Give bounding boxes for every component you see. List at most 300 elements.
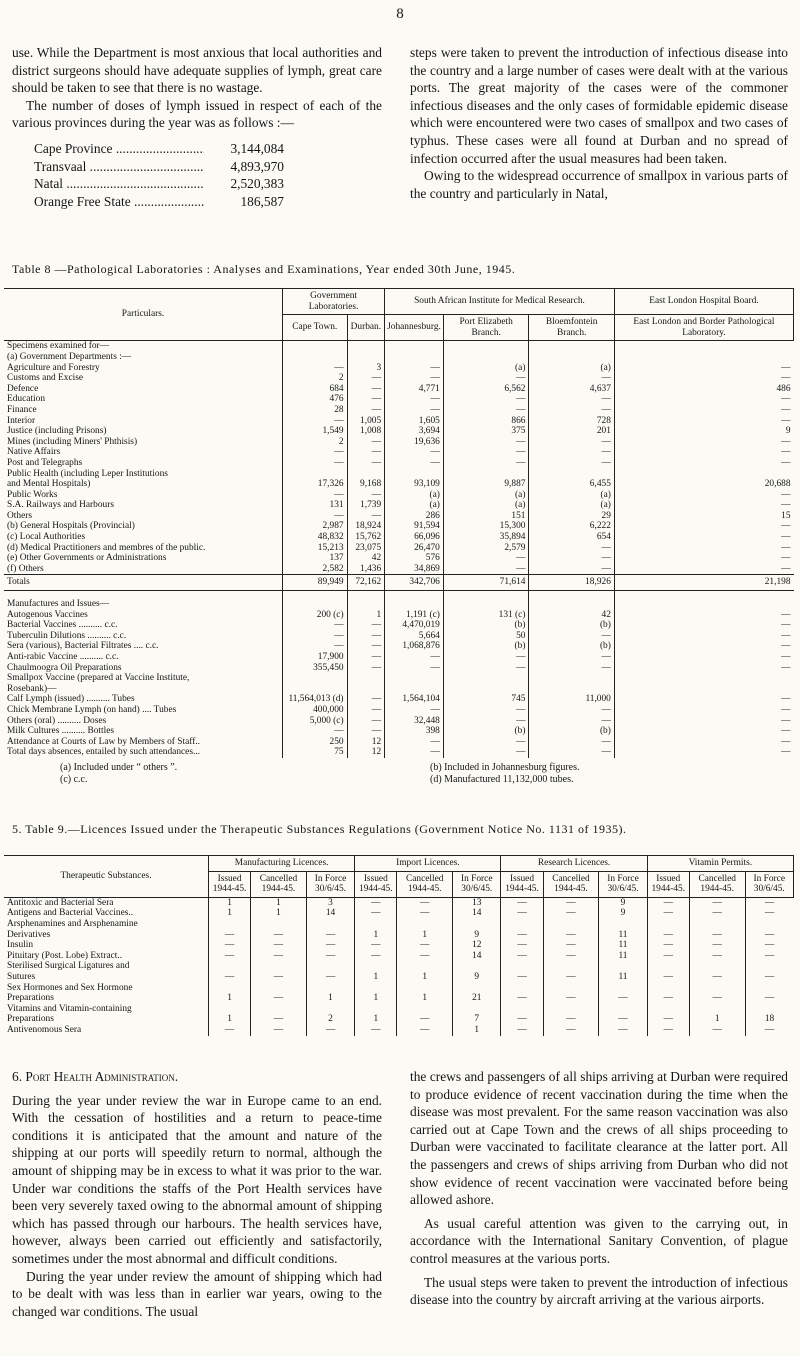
cell: 2,582 xyxy=(283,564,348,575)
cell xyxy=(355,919,397,930)
cell: 18,924 xyxy=(347,521,385,532)
row-label: Education xyxy=(7,394,46,405)
cell: 15 xyxy=(614,511,793,522)
cell: (a) xyxy=(529,363,614,374)
table-row xyxy=(4,394,794,405)
province-value: 3,144,084 xyxy=(230,140,284,156)
cell xyxy=(385,352,444,363)
cell: — xyxy=(251,1014,307,1025)
cell: — xyxy=(443,373,529,384)
cell: 20,688 xyxy=(614,479,793,490)
cell: — xyxy=(397,940,453,951)
cell xyxy=(251,919,307,930)
table-row xyxy=(4,993,794,1004)
cell: — xyxy=(283,511,348,522)
cell xyxy=(443,673,529,684)
cell: (a) xyxy=(443,490,529,501)
cell: — xyxy=(529,652,614,663)
cell: — xyxy=(306,940,354,951)
row-label: Agriculture and Forestry xyxy=(7,362,100,373)
table-row xyxy=(4,705,794,716)
cell: 2 xyxy=(283,437,348,448)
cell: — xyxy=(306,1025,354,1036)
cell: 2 xyxy=(283,373,348,384)
cell: — xyxy=(443,652,529,663)
col-group: Vitamin Permits. xyxy=(647,856,793,872)
cell: — xyxy=(614,532,793,543)
cell: — xyxy=(251,972,307,983)
cell: 654 xyxy=(529,532,614,543)
cell: (b) xyxy=(443,726,529,737)
cell: — xyxy=(209,1025,251,1036)
cell: — xyxy=(614,663,793,674)
province-row xyxy=(34,158,284,176)
cell: — xyxy=(283,631,348,642)
cell: 1 xyxy=(347,610,385,621)
cell: — xyxy=(614,553,793,564)
cell xyxy=(347,673,385,684)
row-label: Tuberculin Dilutions .......... c.c. xyxy=(7,630,127,641)
cell: 1 xyxy=(306,993,354,1004)
row-label: Preparations xyxy=(7,993,54,1004)
right-column-bottom xyxy=(410,1068,788,1309)
cell xyxy=(283,352,348,363)
cell xyxy=(501,1004,543,1015)
note: (c) c.c. xyxy=(60,774,88,785)
cell: — xyxy=(283,458,348,469)
row-label: (c) Local Authorities xyxy=(7,532,86,543)
cell xyxy=(251,983,307,994)
paragraph: During the year under review the war in Europe came to an end. With the cessation of hostilities and a return to peace-time conditions it is anticipated that the amount and nature of the shipping at our ports will speedily return to normal, although the amount of shipping may be in excess to what it was prior to the war. Under war conditions the staffs of the Port Health services have been very severely taxed owing to the abnormal amount of shipping which has passed through our harbours. The health services have, however, always been carried out efficiently and satisfactorily, sometimes under the most abnormal and difficult conditions. xyxy=(12,1092,382,1266)
row-label: (f) Others xyxy=(7,563,44,574)
cell: 23,075 xyxy=(347,543,385,554)
note-row xyxy=(60,762,800,774)
cell xyxy=(689,983,745,994)
cell: 1,605 xyxy=(385,416,444,427)
cell: 12 xyxy=(347,747,385,758)
table-row xyxy=(4,747,794,758)
cell xyxy=(745,1004,793,1015)
cell: 17,900 xyxy=(283,652,348,663)
cell: 201 xyxy=(529,426,614,437)
cell: 93,109 xyxy=(385,479,444,490)
cell: 4,771 xyxy=(385,384,444,395)
cell: 2,987 xyxy=(283,521,348,532)
cell xyxy=(385,684,444,695)
cell: — xyxy=(647,930,689,941)
cell: 19,636 xyxy=(385,437,444,448)
cell: — xyxy=(385,373,444,384)
cell: — xyxy=(647,993,689,1004)
cell: — xyxy=(385,394,444,405)
cell: 1,564,104 xyxy=(385,694,444,705)
cell: — xyxy=(283,447,348,458)
cell: — xyxy=(397,908,453,919)
cell: 1 xyxy=(251,897,307,908)
cell xyxy=(443,469,529,480)
cell: — xyxy=(385,447,444,458)
cell: — xyxy=(745,897,793,908)
table-row xyxy=(4,553,794,564)
row-label: Public Works xyxy=(7,489,58,500)
cell: — xyxy=(529,543,614,554)
cell: — xyxy=(355,951,397,962)
province-value: 2,520,383 xyxy=(230,176,284,192)
cell: — xyxy=(347,373,385,384)
cell: — xyxy=(614,726,793,737)
cell: — xyxy=(347,663,385,674)
cell xyxy=(283,599,348,610)
cell: — xyxy=(251,1025,307,1036)
table-row xyxy=(4,930,794,941)
cell: — xyxy=(347,490,385,501)
cell: — xyxy=(501,940,543,951)
table-row xyxy=(4,972,794,983)
table-row xyxy=(4,373,794,384)
cell: — xyxy=(443,437,529,448)
cell: 9,887 xyxy=(443,479,529,490)
row-label: Post and Telegraphs xyxy=(7,457,83,468)
cell: 375 xyxy=(443,426,529,437)
cell: — xyxy=(614,620,793,631)
right-column-top xyxy=(410,44,788,202)
cell: (a) xyxy=(443,363,529,374)
cell: (b) xyxy=(529,620,614,631)
cell xyxy=(443,341,529,352)
cell xyxy=(397,919,453,930)
row-label: (b) General Hospitals (Provincial) xyxy=(7,521,135,532)
cell: — xyxy=(397,1014,453,1025)
row-label: Anti-rabic Vaccine .......... c.c. xyxy=(7,652,119,662)
cell: — xyxy=(347,620,385,631)
cell: 14 xyxy=(453,951,501,962)
totals-row xyxy=(4,575,794,591)
cell xyxy=(529,673,614,684)
table8-caption: Table 8 —Pathological Laboratories : Analyses and Examinations, Year ended 30th June, 1945. xyxy=(12,262,516,276)
cell: — xyxy=(614,716,793,727)
cell: — xyxy=(385,705,444,716)
cell: 476 xyxy=(283,394,348,405)
cell: — xyxy=(385,363,444,374)
cell: — xyxy=(397,951,453,962)
cell: 355,450 xyxy=(283,663,348,674)
cell: — xyxy=(543,897,599,908)
cell xyxy=(443,352,529,363)
cell xyxy=(397,1004,453,1015)
cell xyxy=(614,352,793,363)
col-head: Port Elizabeth Branch. xyxy=(443,315,529,341)
cell: 1,068,876 xyxy=(385,641,444,652)
cell: 6,562 xyxy=(443,384,529,395)
row-label: Calf Lymph (issued) .......... Tubes xyxy=(7,694,135,705)
cell: — xyxy=(614,447,793,458)
cell: 75 xyxy=(283,747,348,758)
paragraph: As usual careful attention was given to the carrying out, in accordance with the International Sanitary Convention, of plague control measures at the various ports. xyxy=(410,1215,788,1266)
cell: 21 xyxy=(453,993,501,1004)
cell xyxy=(283,684,348,695)
table-row xyxy=(4,469,794,480)
table-row xyxy=(4,951,794,962)
cell xyxy=(355,961,397,972)
row-label: Smallpox Vaccine (prepared at Vaccine Institute, xyxy=(7,673,190,684)
cell xyxy=(745,919,793,930)
province-row xyxy=(34,193,284,211)
cell: — xyxy=(443,737,529,748)
cell xyxy=(347,352,385,363)
row-label: Preparations xyxy=(7,1014,54,1025)
cell: 29 xyxy=(529,511,614,522)
cell: 1 xyxy=(355,1014,397,1025)
cell: — xyxy=(614,747,793,758)
cell: — xyxy=(283,620,348,631)
cell: 151 xyxy=(443,511,529,522)
col-group: Research Licences. xyxy=(501,856,647,872)
cell: — xyxy=(745,1025,793,1036)
cell xyxy=(209,983,251,994)
note: (b) Included in Johannesburg figures. xyxy=(430,762,580,773)
cell xyxy=(599,983,647,994)
cell xyxy=(501,983,543,994)
cell xyxy=(385,599,444,610)
cell: — xyxy=(745,972,793,983)
table-row xyxy=(4,352,794,363)
cell: 1 xyxy=(397,930,453,941)
row-label: Pituitary (Post. Lobe) Extract.. xyxy=(7,950,123,961)
cell: 745 xyxy=(443,694,529,705)
cell xyxy=(529,599,614,610)
cell: 1 xyxy=(397,972,453,983)
cell: 5,000 (c) xyxy=(283,716,348,727)
cell xyxy=(745,983,793,994)
cell: — xyxy=(385,747,444,758)
cell: 1,739 xyxy=(347,500,385,511)
cell: 15,213 xyxy=(283,543,348,554)
row-label: Finance xyxy=(7,404,37,415)
cell: 11,000 xyxy=(529,694,614,705)
table-row xyxy=(4,521,794,532)
cell: 286 xyxy=(385,511,444,522)
row-label: Insulin xyxy=(7,940,34,951)
total-cell: 342,706 xyxy=(385,575,444,591)
cell: — xyxy=(251,993,307,1004)
col-head: In Force 30/6/45. xyxy=(453,871,501,897)
paragraph: Owing to the widespread occurrence of smallpox in various parts of the country and particularly in Natal, xyxy=(410,168,788,201)
table-row xyxy=(4,897,794,908)
cell xyxy=(251,961,307,972)
cell: 5,664 xyxy=(385,631,444,642)
cell: — xyxy=(347,511,385,522)
table-row xyxy=(4,599,794,610)
cell xyxy=(443,684,529,695)
row-label: Specimens examined for— xyxy=(7,341,110,352)
cell: 13 xyxy=(453,897,501,908)
row-label: Manufactures and Issues— xyxy=(7,599,110,610)
province-value: 186,587 xyxy=(240,193,284,209)
note: (a) Included under “ others ”. xyxy=(60,762,178,773)
cell: — xyxy=(443,747,529,758)
cell: — xyxy=(614,394,793,405)
cell: — xyxy=(283,363,348,374)
cell: (a) xyxy=(385,500,444,511)
col-head: Cancelled 1944-45. xyxy=(251,871,307,897)
col-head-particulars: Particulars. xyxy=(4,289,283,341)
cell: — xyxy=(647,1014,689,1025)
row-label: Antitoxic and Bacterial Sera xyxy=(7,897,114,908)
spacer-row xyxy=(4,591,794,600)
cell: — xyxy=(209,930,251,941)
cell: — xyxy=(443,405,529,416)
cell xyxy=(347,599,385,610)
row-label: Sera (various), Bacterial Filtrates .... c.c. xyxy=(7,641,159,652)
province-value: 4,893,970 xyxy=(230,158,284,174)
row-label: Mines (including Miners' Phthisis) xyxy=(7,436,138,447)
cell: — xyxy=(614,705,793,716)
cell xyxy=(745,961,793,972)
cell: — xyxy=(689,951,745,962)
table-row xyxy=(4,490,794,501)
cell xyxy=(397,983,453,994)
cell: — xyxy=(347,447,385,458)
cell: — xyxy=(347,631,385,642)
cell: (b) xyxy=(529,641,614,652)
cell: — xyxy=(689,940,745,951)
cell: 9 xyxy=(614,426,793,437)
cell: (a) xyxy=(385,490,444,501)
cell: (a) xyxy=(529,490,614,501)
cell: — xyxy=(529,631,614,642)
cell: 728 xyxy=(529,416,614,427)
table-row xyxy=(4,610,794,621)
table-row xyxy=(4,405,794,416)
row-label: Customs and Excise xyxy=(7,373,84,384)
cell: 250 xyxy=(283,737,348,748)
cell xyxy=(385,469,444,480)
cell: — xyxy=(385,652,444,663)
cell: 1 xyxy=(209,1014,251,1025)
cell xyxy=(529,684,614,695)
cell: — xyxy=(543,993,599,1004)
cell xyxy=(599,961,647,972)
cell: — xyxy=(529,458,614,469)
row-label: Derivatives xyxy=(7,929,51,940)
table-row xyxy=(4,500,794,511)
table-row xyxy=(4,416,794,427)
cell: — xyxy=(529,737,614,748)
cell: — xyxy=(614,500,793,511)
cell: — xyxy=(614,631,793,642)
cell: — xyxy=(347,716,385,727)
cell: — xyxy=(347,652,385,663)
cell: — xyxy=(209,972,251,983)
cell xyxy=(614,684,793,695)
cell xyxy=(306,1004,354,1015)
cell: — xyxy=(614,405,793,416)
cell: 91,594 xyxy=(385,521,444,532)
cell: — xyxy=(529,447,614,458)
cell xyxy=(283,341,348,352)
cell xyxy=(614,599,793,610)
cell: 1 xyxy=(355,930,397,941)
table-row xyxy=(4,663,794,674)
col-head: Cancelled 1944-45. xyxy=(543,871,599,897)
cell xyxy=(209,919,251,930)
table-row xyxy=(4,641,794,652)
cell: — xyxy=(251,951,307,962)
left-column-bottom xyxy=(12,1068,382,1320)
col-head: Bloemfontein Branch. xyxy=(529,315,614,341)
total-cell: 89,949 xyxy=(283,575,348,591)
cell: — xyxy=(647,972,689,983)
cell: — xyxy=(543,1014,599,1025)
col-head: East London and Border Pathological Laboratory. xyxy=(614,315,793,341)
cell xyxy=(543,1004,599,1015)
cell: — xyxy=(647,897,689,908)
cell: 1 xyxy=(397,993,453,1004)
row-label: Rosebank)— xyxy=(7,683,57,694)
row-label: S.A. Railways and Harbours xyxy=(7,500,115,511)
cell: 1 xyxy=(453,1025,501,1036)
table-row xyxy=(4,384,794,395)
cell: (a) xyxy=(529,500,614,511)
cell: 11 xyxy=(599,930,647,941)
cell: — xyxy=(689,1025,745,1036)
cell: 200 (c) xyxy=(283,610,348,621)
cell: — xyxy=(599,993,647,1004)
province-row xyxy=(34,175,284,193)
cell: — xyxy=(443,705,529,716)
cell: — xyxy=(443,447,529,458)
cell: — xyxy=(614,652,793,663)
cell: — xyxy=(347,694,385,705)
cell xyxy=(306,919,354,930)
cell xyxy=(529,469,614,480)
table-row xyxy=(4,716,794,727)
cell: (b) xyxy=(443,641,529,652)
cell: — xyxy=(529,373,614,384)
table-row xyxy=(4,631,794,642)
cell: 9 xyxy=(453,972,501,983)
cell xyxy=(599,1004,647,1015)
row-label: Others (oral) .......... Doses xyxy=(7,715,107,726)
cell xyxy=(347,684,385,695)
row-label: (d) Medical Practitioners and membres of the public. xyxy=(7,542,206,553)
cell: — xyxy=(347,705,385,716)
row-label: Native Affairs xyxy=(7,447,61,458)
cell: — xyxy=(543,951,599,962)
province-name: Cape Province ..... xyxy=(34,140,204,158)
cell xyxy=(689,919,745,930)
table-row xyxy=(4,908,794,919)
cell: — xyxy=(347,437,385,448)
row-label: Milk Cultures .......... Bottles xyxy=(7,726,115,737)
table-row xyxy=(4,447,794,458)
row-label: Sex Hormones and Sex Hormone xyxy=(7,982,133,993)
cell xyxy=(453,919,501,930)
cell: — xyxy=(614,641,793,652)
table-row xyxy=(4,694,794,705)
cell: 684 xyxy=(283,384,348,395)
cell: — xyxy=(614,458,793,469)
cell: — xyxy=(347,405,385,416)
cell: — xyxy=(283,490,348,501)
cell xyxy=(283,673,348,684)
cell: — xyxy=(745,940,793,951)
cell: 3 xyxy=(347,363,385,374)
table-row xyxy=(4,940,794,951)
row-label: Arsphenamines and Arsphenamine xyxy=(7,918,138,929)
cell: — xyxy=(614,737,793,748)
cell: — xyxy=(501,1014,543,1025)
